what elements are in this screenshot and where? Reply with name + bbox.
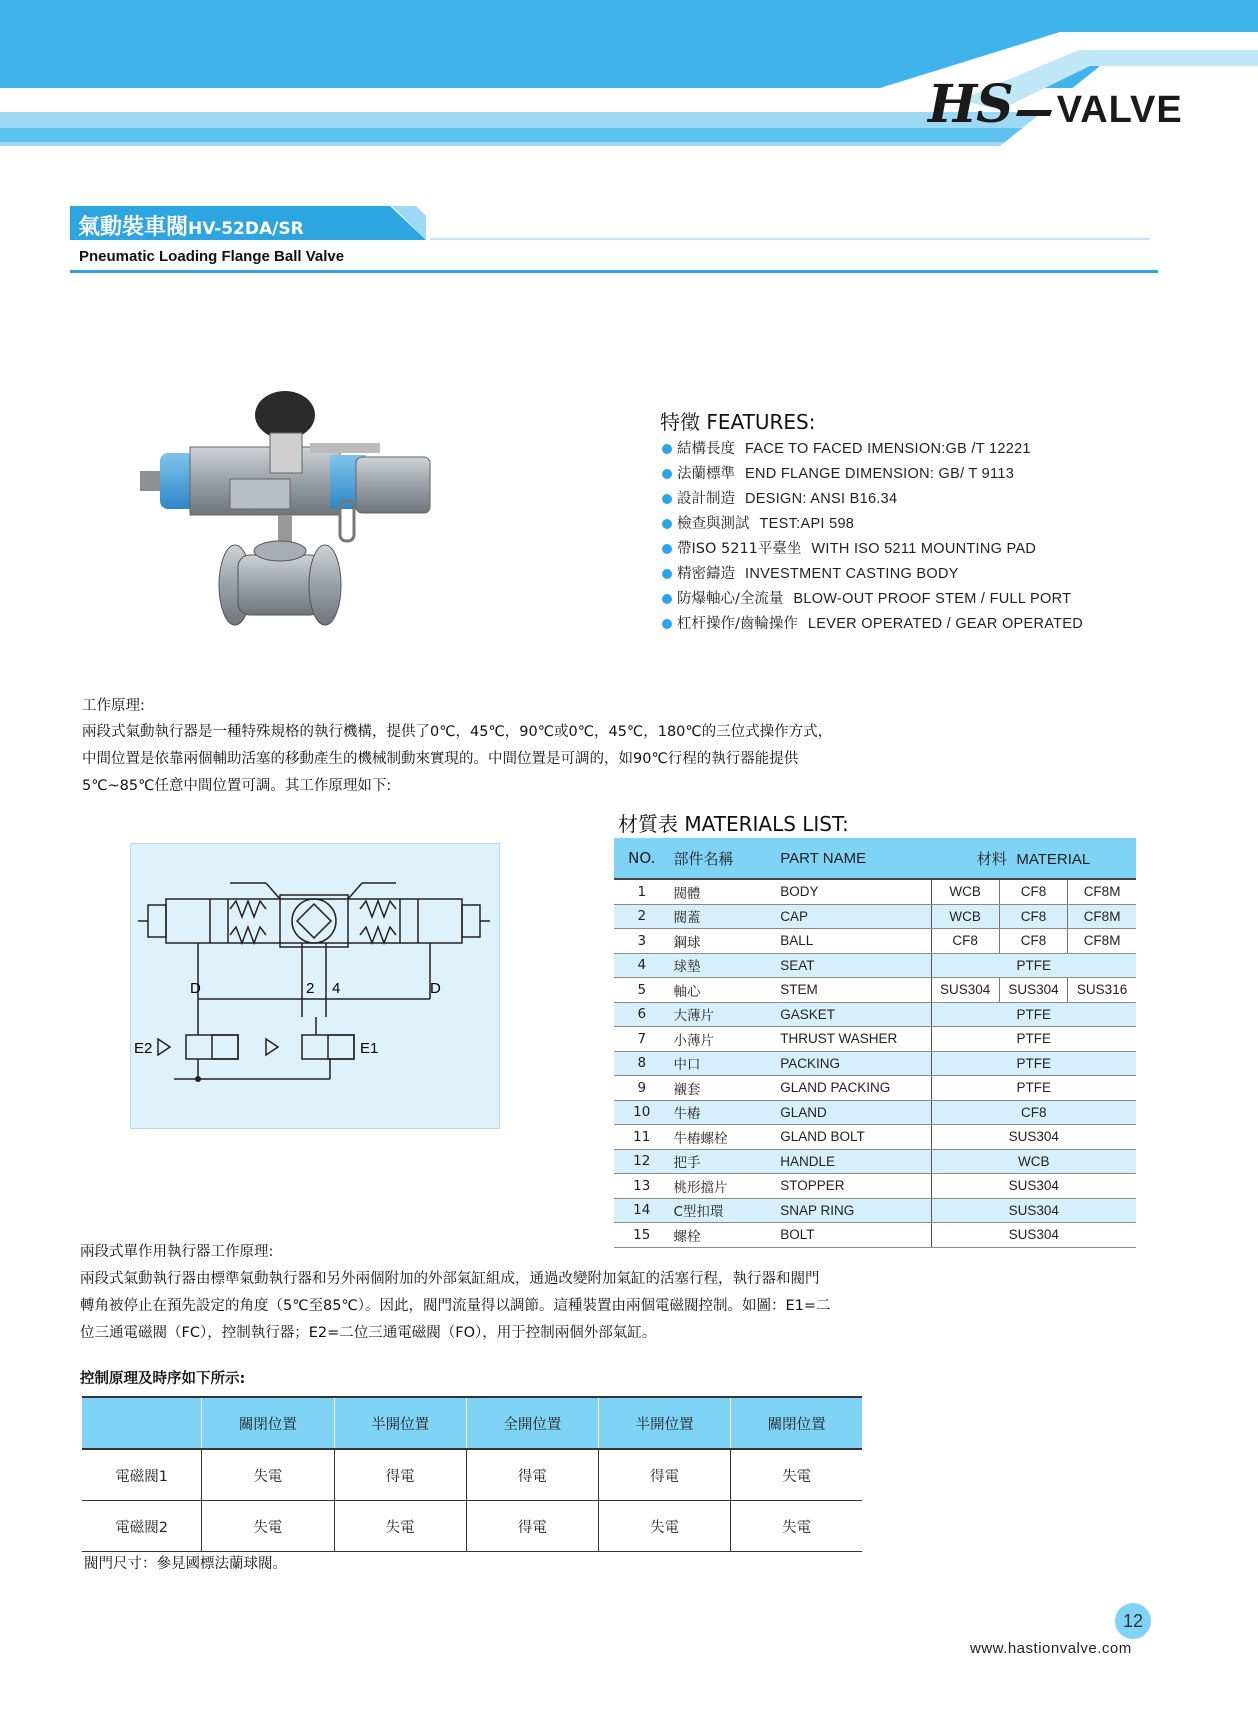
table-row: 15 螺栓 BOLT SUS304 bbox=[614, 1223, 1136, 1248]
feature-item: 法蘭標準 END FLANGE DIMENSION: GB/ T 9113 bbox=[662, 462, 1014, 483]
valve-size-note: 閥門尺寸：參見國標法蘭球閥。 bbox=[84, 1556, 287, 1572]
control-heading: 控制原理及時序如下所示: bbox=[80, 1371, 246, 1387]
table-row: 4 球墊 SEAT PTFE bbox=[614, 953, 1136, 978]
principle-line: 兩段式氣動執行器是一種特殊規格的執行機構，提供了0℃，45℃，90℃或0℃，45℃，180℃的三位式操作方式， bbox=[82, 724, 833, 740]
diagram-label-e1: E1 bbox=[360, 1040, 379, 1057]
page-number: 12 bbox=[1115, 1603, 1151, 1639]
single-action-line: 位三通電磁閥（FC），控制執行器；E2=二位三通電磁閥（FO），用于控制兩個外部氣缸。 bbox=[80, 1325, 657, 1341]
bullet-icon bbox=[662, 619, 672, 629]
table-row: 7 小薄片 THRUST WASHER PTFE bbox=[614, 1027, 1136, 1052]
principle-heading: 工作原理: bbox=[82, 698, 145, 714]
page-subtitle: Pneumatic Loading Flange Ball Valve bbox=[79, 248, 345, 265]
diagram-label-e2: E2 bbox=[134, 1040, 153, 1057]
brand-logo bbox=[928, 74, 1183, 134]
bullet-icon bbox=[662, 594, 672, 604]
table-row: 6 大薄片 GASKET PTFE bbox=[614, 1002, 1136, 1027]
col-part-zh: 部件名稱 bbox=[670, 838, 777, 879]
title-divider bbox=[70, 270, 1158, 273]
feature-item: 結構長度 FACE TO FACED IMENSION:GB /T 12221 bbox=[662, 437, 1031, 458]
feature-item: 精密鑄造 INVESTMENT CASTING BODY bbox=[662, 562, 959, 583]
diagram-label-port: 4 bbox=[332, 980, 341, 997]
materials-heading: 材質表 MATERIALS LIST: bbox=[618, 812, 849, 836]
table-header-row bbox=[614, 838, 1136, 879]
feature-item: 檢查與測試 TEST:API 598 bbox=[662, 512, 854, 533]
table-row: 5 軸心 STEM SUS304 SUS304 SUS316 bbox=[614, 978, 1136, 1003]
bullet-icon bbox=[662, 544, 672, 554]
brand-valve: VALVE bbox=[1056, 89, 1183, 131]
table-row: 電磁閥1 失電 得電 得電 得電 失電 bbox=[82, 1449, 862, 1501]
table-row: 8 中口 PACKING PTFE bbox=[614, 1051, 1136, 1076]
website-link[interactable]: www.hastionvalve.com bbox=[970, 1640, 1132, 1657]
bullet-icon bbox=[662, 494, 672, 504]
diagram-label-d: D bbox=[430, 980, 441, 997]
title-divider-light bbox=[430, 238, 1150, 240]
col-material: 材料 MATERIAL bbox=[931, 838, 1136, 879]
actuator-diagram bbox=[130, 843, 500, 1129]
bullet-icon bbox=[662, 519, 672, 529]
single-action-line: 兩段式氣動執行器由標準氣動執行器和另外兩個附加的外部氣缸組成，通過改變附加氣缸的活塞行程，執行器和閥門 bbox=[80, 1271, 820, 1287]
brand-hs: HS bbox=[928, 74, 1013, 135]
col-part-en: PART NAME bbox=[776, 838, 931, 879]
feature-item: 杠杆操作/齒輪操作 LEVER OPERATED / GEAR OPERATED bbox=[662, 612, 1083, 633]
table-row: 電磁閥2 失電 失電 得電 失電 失電 bbox=[82, 1501, 862, 1552]
table-row: 2 閥蓋 CAP WCB CF8 CF8M bbox=[614, 904, 1136, 929]
single-action-line: 轉角被停止在預先設定的角度（5℃至85℃）。因此，閥門流量得以調節。這種裝置由兩個電磁閥控制。如圖：E1=二 bbox=[80, 1298, 831, 1314]
diagram-label-d: D bbox=[190, 980, 201, 997]
table-row: 1 閥體 BODY WCB CF8 CF8M bbox=[614, 879, 1136, 904]
brand-dash bbox=[1016, 110, 1052, 116]
table-header-row: 關閉位置 半開位置 全開位置 半開位置 關閉位置 bbox=[82, 1397, 862, 1449]
table-row: 13 桃形擋片 STOPPER SUS304 bbox=[614, 1174, 1136, 1199]
product-photo bbox=[130, 385, 470, 635]
single-action-heading: 兩段式單作用執行器工作原理: bbox=[80, 1244, 274, 1260]
diagram-label-port: 2 bbox=[306, 980, 315, 997]
principle-line: 中間位置是依靠兩個輔助活塞的移動產生的機械制動來實現的。中間位置是可調的，如90℃行程的執行器能提供 bbox=[82, 751, 799, 767]
model-code: HV-52DA/SR bbox=[188, 219, 304, 239]
col-no: NO. bbox=[614, 838, 670, 879]
page-title: 氣動裝車閥HV-52DA/SR bbox=[78, 215, 304, 240]
bullet-icon bbox=[662, 444, 672, 454]
table-row: 10 牛樁 GLAND CF8 bbox=[614, 1100, 1136, 1125]
table-row: 14 C型扣環 SNAP RING SUS304 bbox=[614, 1198, 1136, 1223]
table-row: 12 把手 HANDLE WCB bbox=[614, 1149, 1136, 1174]
table-row: 9 襯套 GLAND PACKING PTFE bbox=[614, 1076, 1136, 1101]
feature-item: 帶ISO 5211平臺坐 WITH ISO 5211 MOUNTING PAD bbox=[662, 537, 1036, 558]
control-table bbox=[82, 1396, 862, 1552]
features-heading: 特徵 FEATURES: bbox=[660, 410, 816, 434]
feature-item: 防爆軸心/全流量 BLOW-OUT PROOF STEM / FULL PORT bbox=[662, 587, 1071, 608]
bullet-icon bbox=[662, 469, 672, 479]
table-row: 3 鋼球 BALL CF8 CF8 CF8M bbox=[614, 929, 1136, 954]
principle-line: 5℃~85℃任意中間位置可調。其工作原理如下: bbox=[82, 778, 392, 794]
feature-item: 設計制造 DESIGN: ANSI B16.34 bbox=[662, 487, 897, 508]
materials-table bbox=[614, 838, 1136, 1248]
bullet-icon bbox=[662, 569, 672, 579]
table-row: 11 牛樁螺栓 GLAND BOLT SUS304 bbox=[614, 1125, 1136, 1150]
